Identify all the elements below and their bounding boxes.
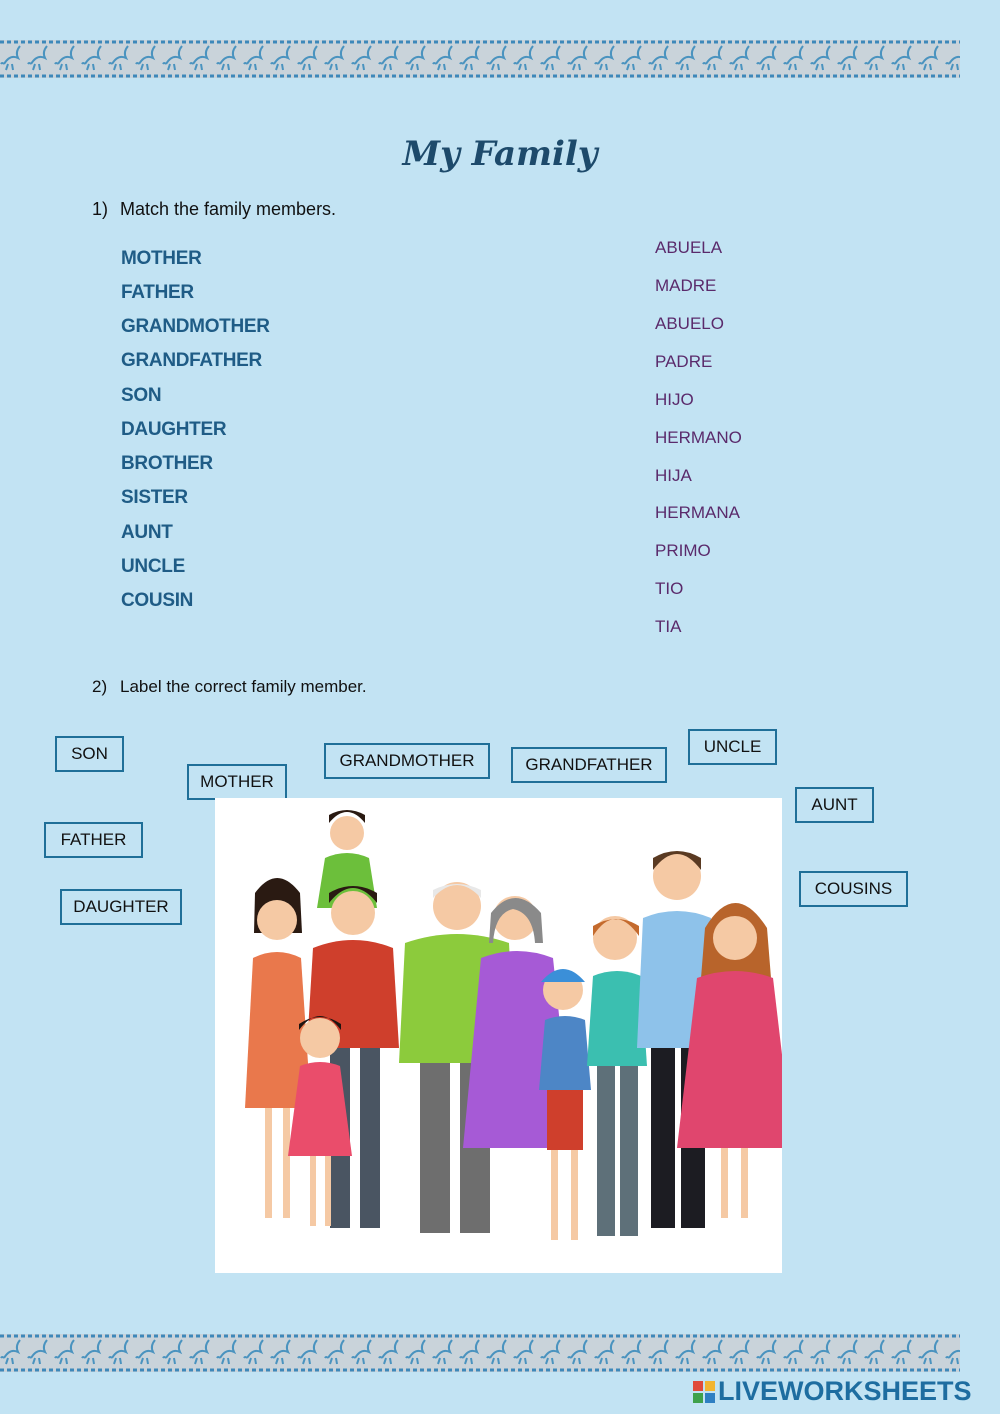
label-uncle[interactable]: UNCLE — [688, 729, 777, 765]
english-word[interactable]: UNCLE — [121, 556, 185, 577]
english-word[interactable]: FATHER — [121, 282, 194, 303]
spanish-word[interactable]: HIJO — [655, 390, 694, 409]
family-figures — [215, 798, 782, 1273]
spanish-word[interactable]: ABUELA — [655, 238, 723, 257]
label-father[interactable]: FATHER — [44, 822, 143, 858]
label-grandmother[interactable]: GRANDMOTHER — [324, 743, 490, 779]
figure-mother — [245, 878, 311, 1218]
brand-name: LIVEWORKSHEETS — [718, 1376, 972, 1406]
spanish-word[interactable]: TIA — [655, 617, 682, 636]
question-1-number: 1) — [92, 199, 109, 219]
question-2-number: 2) — [92, 677, 108, 696]
question-1 — [92, 199, 336, 220]
english-word[interactable]: DAUGHTER — [121, 419, 227, 440]
decorative-border-bottom — [0, 1334, 960, 1372]
decorative-border-top — [0, 40, 960, 78]
english-word[interactable]: COUSIN — [121, 590, 194, 611]
spanish-word[interactable]: HIJA — [655, 466, 692, 485]
label-daughter[interactable]: DAUGHTER — [60, 889, 182, 925]
spanish-word[interactable]: TIO — [655, 579, 684, 598]
english-word[interactable]: GRANDFATHER — [121, 350, 262, 371]
liveworksheets-icon — [693, 1381, 715, 1403]
question-2-text: Label the correct family member. — [120, 677, 367, 696]
english-word[interactable]: BROTHER — [121, 453, 213, 474]
spanish-word[interactable]: HERMANA — [655, 503, 741, 522]
label-grandfather[interactable]: GRANDFATHER — [511, 747, 667, 783]
english-word[interactable]: AUNT — [121, 522, 173, 543]
family-illustration — [215, 798, 782, 1273]
spanish-word[interactable]: HERMANO — [655, 428, 742, 447]
label-mother[interactable]: MOTHER — [187, 764, 287, 800]
label-aunt[interactable]: AUNT — [795, 787, 874, 823]
question-1-text: Match the family members. — [120, 199, 337, 219]
label-son[interactable]: SON — [55, 736, 124, 772]
english-word[interactable]: SISTER — [121, 487, 188, 508]
spanish-word[interactable]: PRIMO — [655, 541, 711, 560]
page-title: My Family — [402, 134, 598, 174]
liveworksheets-logo — [693, 1376, 972, 1407]
english-word[interactable]: SON — [121, 385, 162, 406]
figure-cousin-boy — [587, 916, 647, 1236]
spanish-word[interactable]: MADRE — [655, 276, 717, 295]
english-word[interactable]: GRANDMOTHER — [121, 316, 270, 337]
spanish-word[interactable]: PADRE — [655, 352, 713, 371]
english-word[interactable]: MOTHER — [121, 248, 202, 269]
question-2 — [92, 677, 367, 697]
label-cousins[interactable]: COUSINS — [799, 871, 908, 907]
spanish-word[interactable]: ABUELO — [655, 314, 724, 333]
